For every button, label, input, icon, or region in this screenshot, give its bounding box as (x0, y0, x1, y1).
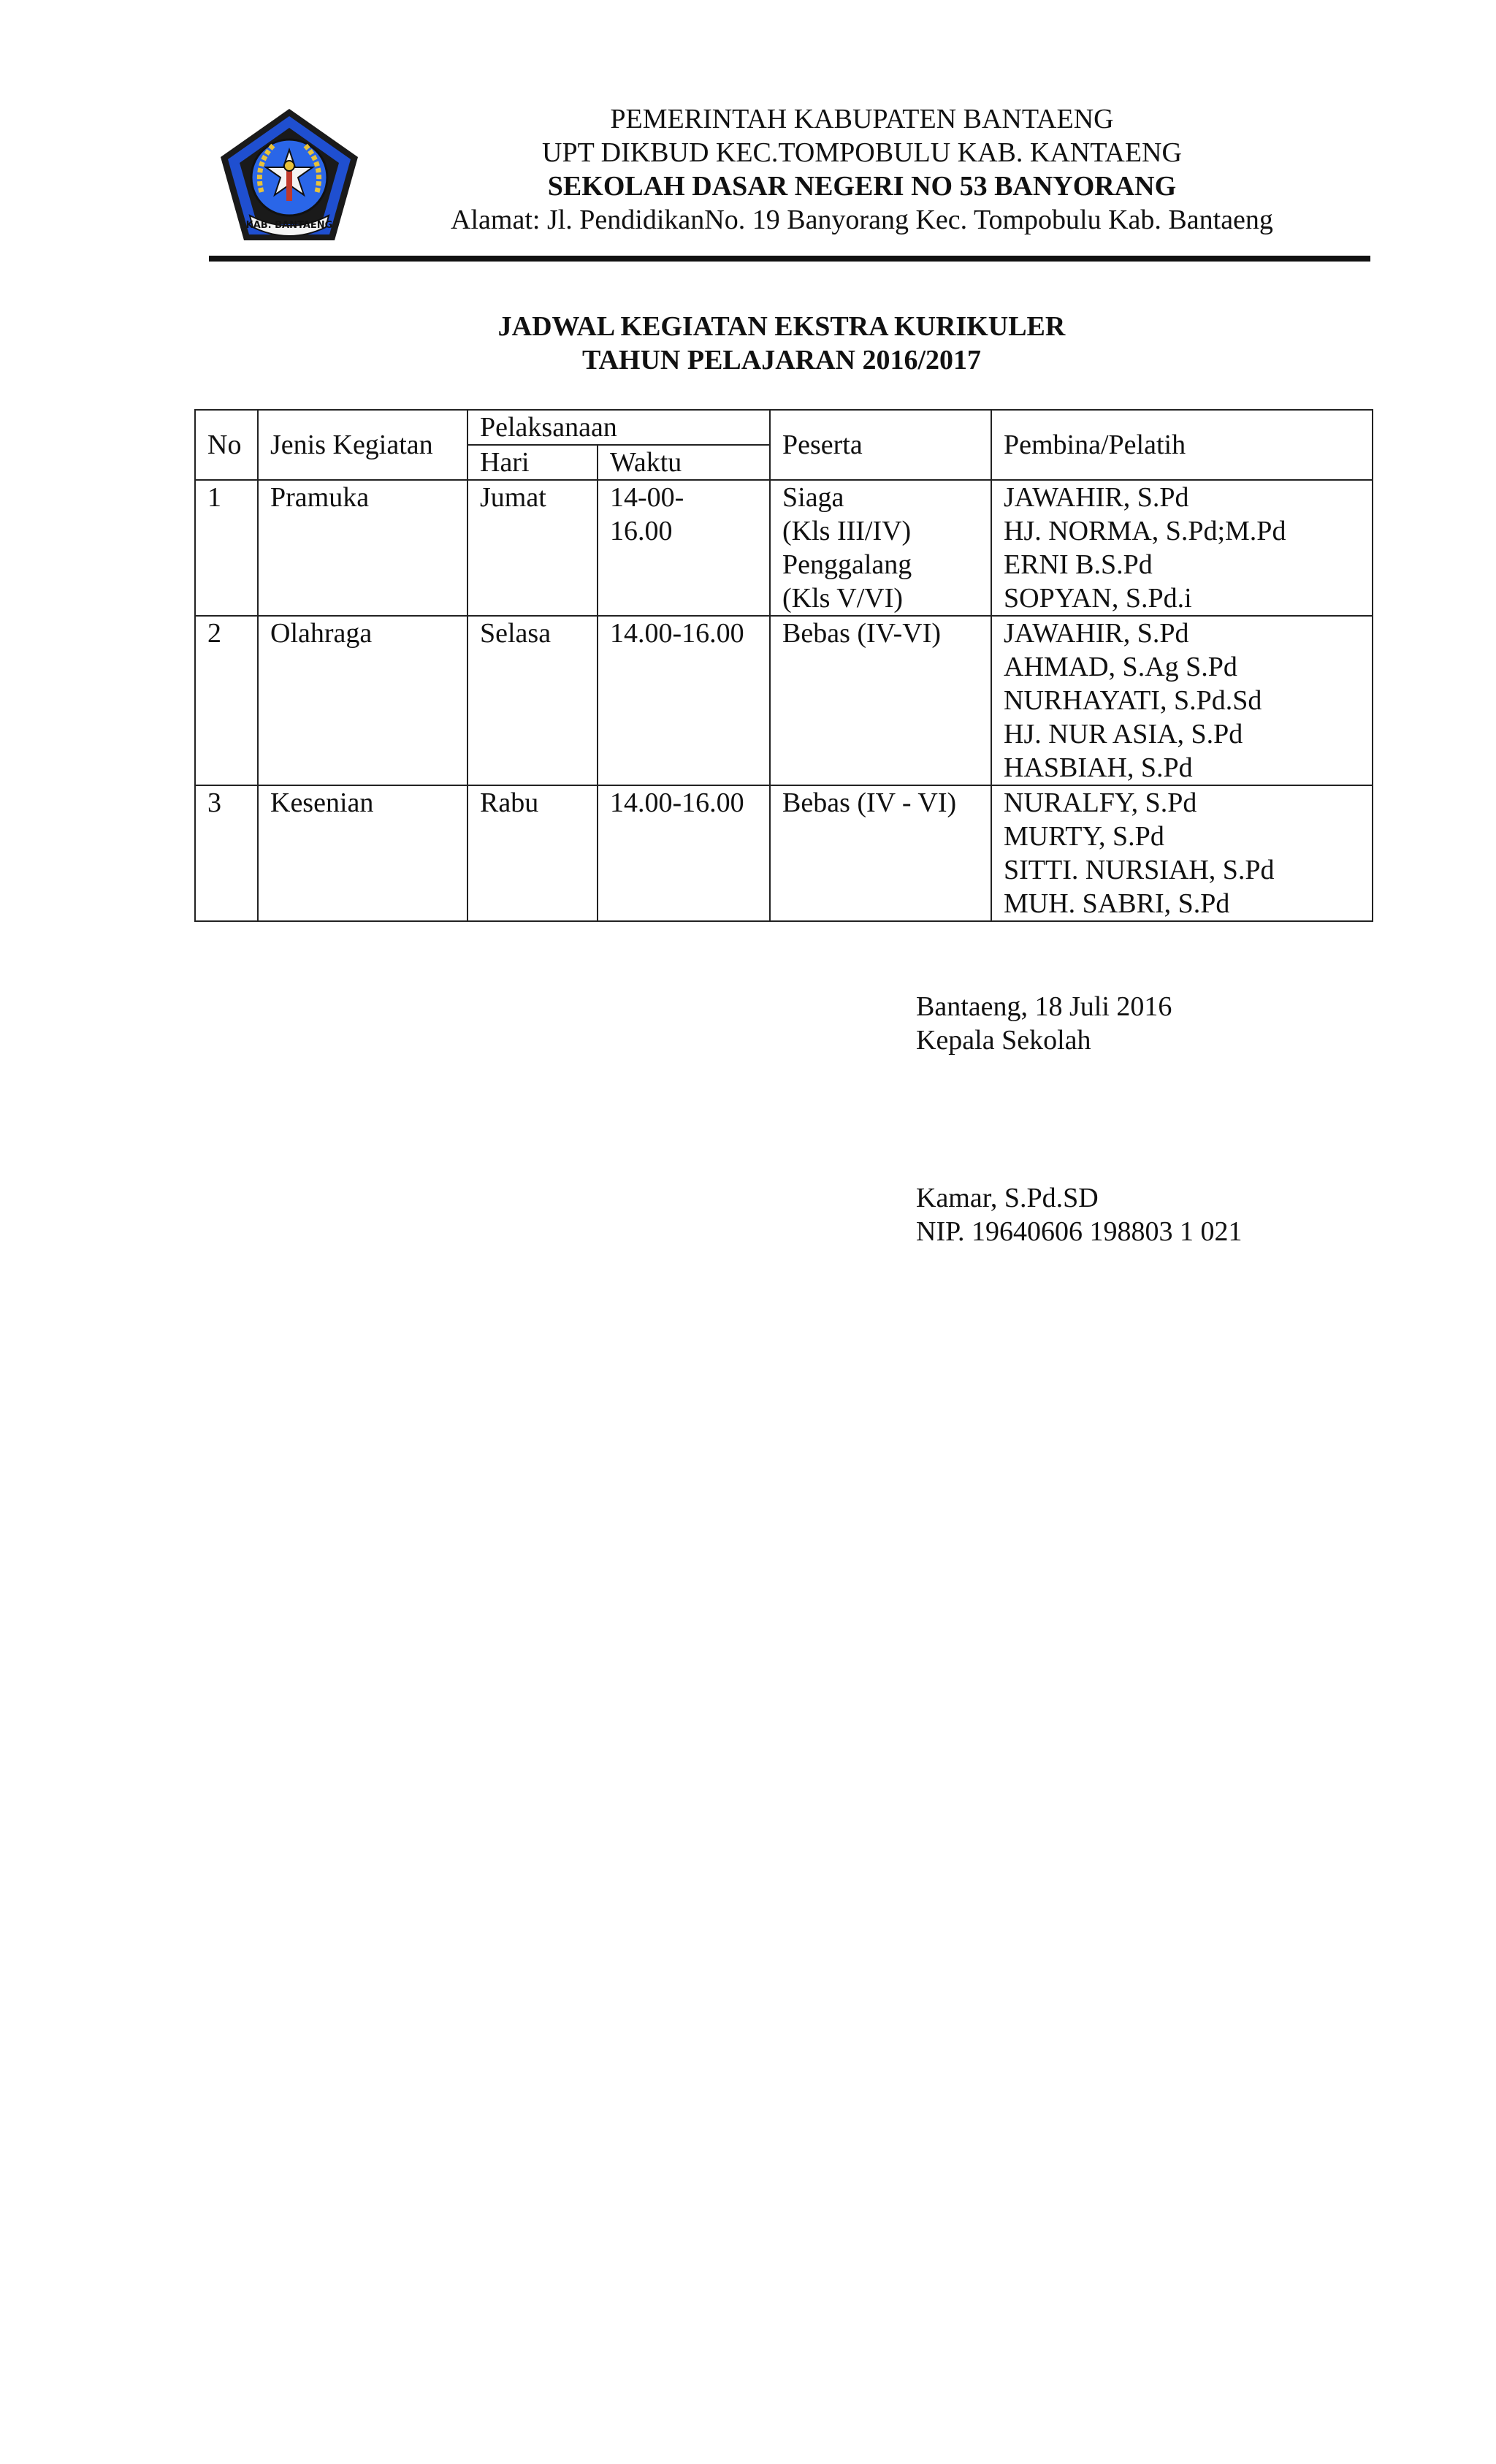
cell-hari: Jumat (468, 480, 598, 616)
cell-line: SOPYAN, S.Pd.i (1004, 583, 1192, 614)
signature-position: Kepala Sekolah (916, 1025, 1091, 1056)
table-header-row (195, 410, 1373, 445)
signature-place-date: Bantaeng, 18 Juli 2016 (916, 991, 1172, 1022)
cell-jenis-kegiatan: Kesenian (258, 785, 468, 921)
signature-block (916, 990, 1354, 1248)
cell-line: MUH. SABRI, S.Pd (1004, 888, 1230, 919)
cell-jenis-kegiatan: Olahraga (258, 616, 468, 785)
cell-line: Bebas (IV-VI) (782, 618, 942, 649)
cell-line: NURALFY, S.Pd (1004, 787, 1197, 818)
cell-line: HJ. NORMA, S.Pd;M.Pd (1004, 516, 1286, 546)
cell-pembina (991, 616, 1373, 785)
document-title-line-2: TAHUN PELAJARAN 2016/2017 (581, 345, 982, 375)
header-peserta: Peserta (770, 410, 991, 480)
cell-line: Siaga (782, 482, 844, 513)
document-title (409, 310, 1154, 377)
bantaeng-regency-emblem-icon (218, 106, 361, 243)
header-hari: Hari (468, 445, 598, 480)
cell-line: HASBIAH, S.Pd (1004, 752, 1193, 783)
cell-no: 2 (195, 616, 258, 785)
signature-space (916, 1057, 1354, 1181)
cell-line: 14-00- (610, 482, 684, 513)
letterhead-line-upt: UPT DIKBUD KEC.TOMPOBULU KAB. KANTAENG (542, 137, 1182, 168)
letterhead-address: Alamat: Jl. PendidikanNo. 19 Banyorang Kec. Tompobulu Kab. Bantaeng (451, 205, 1273, 235)
table-row (195, 480, 1373, 616)
cell-line: (Kls V/VI) (782, 583, 904, 614)
cell-line: JAWAHIR, S.Pd (1004, 482, 1189, 513)
cell-line: Bebas (IV - VI) (782, 787, 957, 818)
cell-line: (Kls III/IV) (782, 516, 912, 546)
cell-peserta (770, 785, 991, 921)
header-jenis-kegiatan: Jenis Kegiatan (258, 410, 468, 480)
header-pelaksanaan: Pelaksanaan (468, 410, 770, 445)
letterhead (409, 102, 1315, 237)
cell-no: 1 (195, 480, 258, 616)
header-pembina-pelatih: Pembina/Pelatih (991, 410, 1373, 480)
cell-line: AHMAD, S.Ag S.Pd (1004, 652, 1237, 682)
signature-nip: NIP. 19640606 198803 1 021 (916, 1216, 1243, 1247)
letterhead-divider (209, 256, 1370, 262)
letterhead-school-name: SEKOLAH DASAR NEGERI NO 53 BANYORANG (547, 171, 1177, 202)
cell-line: HJ. NUR ASIA, S.Pd (1004, 719, 1243, 750)
cell-hari: Rabu (468, 785, 598, 921)
cell-waktu (598, 480, 770, 616)
cell-waktu (598, 785, 770, 921)
cell-line: JAWAHIR, S.Pd (1004, 618, 1189, 649)
cell-line: Penggalang (782, 549, 912, 580)
cell-line: SITTI. NURSIAH, S.Pd (1004, 855, 1275, 885)
cell-no: 3 (195, 785, 258, 921)
cell-peserta (770, 480, 991, 616)
table-row (195, 785, 1373, 921)
cell-line: 16.00 (610, 516, 673, 546)
header-waktu: Waktu (598, 445, 770, 480)
cell-waktu (598, 616, 770, 785)
table-row (195, 616, 1373, 785)
cell-hari: Selasa (468, 616, 598, 785)
schedule-table (194, 409, 1373, 922)
emblem-ribbon-text: KAB. BANTAENG (245, 220, 333, 231)
header-no: No (195, 410, 258, 480)
cell-line: MURTY, S.Pd (1004, 821, 1164, 852)
cell-line: NURHAYATI, S.Pd.Sd (1004, 685, 1262, 716)
cell-line: 14.00-16.00 (610, 618, 744, 649)
signature-name: Kamar, S.Pd.SD (916, 1183, 1099, 1213)
cell-peserta (770, 616, 991, 785)
cell-line: ERNI B.S.Pd (1004, 549, 1153, 580)
cell-pembina (991, 480, 1373, 616)
cell-line: 14.00-16.00 (610, 787, 744, 818)
cell-jenis-kegiatan: Pramuka (258, 480, 468, 616)
document-title-line-1: JADWAL KEGIATAN EKSTRA KURIKULER (497, 311, 1066, 342)
letterhead-line-government: PEMERINTAH KABUPATEN BANTAENG (610, 104, 1114, 134)
cell-pembina (991, 785, 1373, 921)
